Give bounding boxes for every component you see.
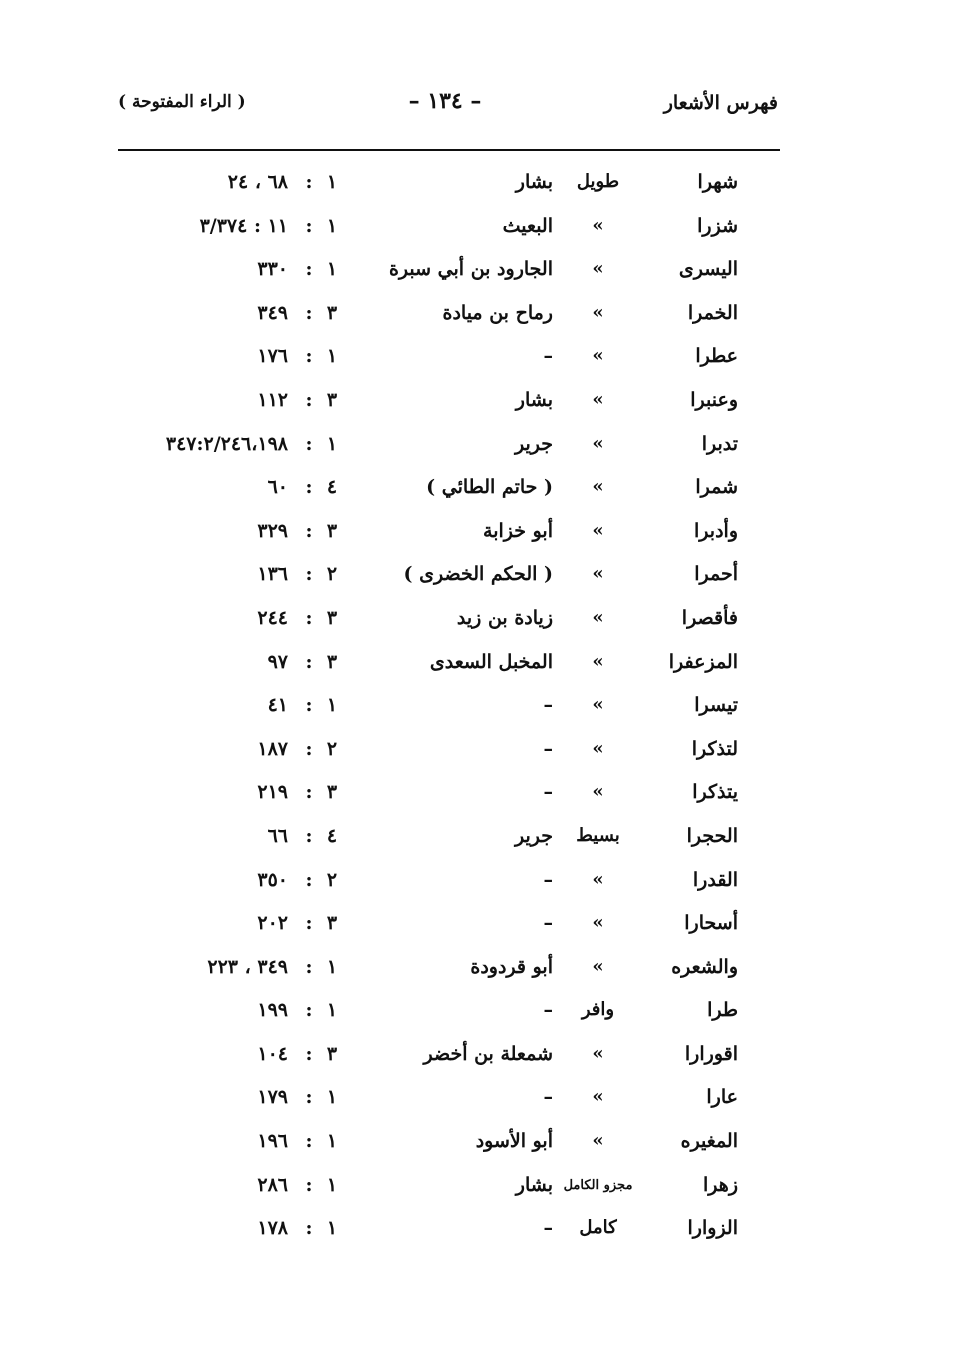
separator-colon: :: [305, 563, 313, 586]
table-row: [0, 645, 955, 689]
rhyme-word: طرا: [707, 999, 738, 1022]
poet-name: –: [543, 1217, 553, 1240]
table-row: [0, 819, 955, 863]
separator-colon: :: [305, 912, 313, 935]
meter-name: »: [592, 432, 604, 454]
rhyme-word: الزوارا: [687, 1217, 738, 1240]
page-references: ١٧٩: [257, 1086, 288, 1109]
rhyme-word: زهرا: [703, 1173, 738, 1196]
page-references: ١١٢: [257, 388, 288, 411]
meter-name: »: [592, 781, 604, 803]
rhyme-word: وعنبرا: [690, 388, 738, 411]
poet-name: الجارود بن أبي سبرة: [388, 258, 553, 281]
poet-name: جرير: [515, 432, 553, 455]
rhyme-word: أحمرا: [694, 563, 738, 586]
page-references: ١٩٩: [257, 999, 288, 1022]
volume-number: ١: [326, 955, 338, 978]
separator-colon: :: [305, 999, 313, 1022]
table-row: [0, 296, 955, 340]
poet-name: –: [543, 868, 553, 891]
table-row: [0, 688, 955, 732]
meter-name: »: [592, 301, 604, 323]
table-row: [0, 775, 955, 819]
rhyme-word: الخمرا: [687, 301, 738, 324]
table-row: [0, 863, 955, 907]
separator-colon: :: [305, 171, 313, 193]
separator-colon: :: [305, 214, 313, 237]
meter-name: وافر: [581, 999, 615, 1021]
meter-name: »: [592, 519, 604, 541]
page-references: ٣٤٧:٢/٢٤٦،١٩٨: [165, 432, 288, 455]
poet-name: –: [543, 912, 553, 935]
separator-colon: :: [305, 345, 313, 368]
table-row: [0, 732, 955, 776]
rhyme-word: عطرا: [695, 345, 738, 368]
separator-colon: :: [305, 694, 313, 717]
poet-name: –: [543, 737, 553, 760]
page-references: ٦٦: [267, 824, 288, 847]
volume-number: ٣: [326, 781, 338, 804]
rhyme-word: المزعفرا: [668, 650, 738, 673]
meter-name: »: [592, 737, 604, 759]
poet-name: أبو الأسود: [475, 1130, 553, 1153]
table-row: [0, 339, 955, 383]
meter-name: »: [592, 345, 604, 367]
meter-name: »: [592, 912, 604, 934]
meter-name: »: [592, 388, 604, 410]
rhyme-word: فأقصرا: [681, 606, 738, 629]
separator-colon: :: [305, 388, 313, 411]
poet-name: –: [543, 781, 553, 804]
page-references: ٢٤٤: [257, 606, 288, 629]
poet-name: زيادة بن زيد: [456, 606, 553, 629]
meter-name: »: [592, 214, 604, 236]
volume-number: ١: [326, 171, 338, 193]
page-number: – ١٣٤ –: [408, 88, 482, 114]
poet-name: رماح بن ميادة: [442, 301, 553, 324]
rhyme-word: والشعره: [671, 955, 738, 978]
volume-number: ١: [326, 258, 338, 281]
rhyme-word: شزرا: [697, 214, 738, 237]
volume-number: ١: [326, 1217, 338, 1240]
rhyme-word: المغيره: [680, 1130, 738, 1153]
page-references: ٢١٩: [257, 781, 288, 804]
rhyme-word: شمرا: [695, 476, 738, 499]
poet-name: أبو خزابة: [483, 519, 553, 542]
verse-index-table: [0, 165, 955, 1255]
poet-name: أبو قردودة: [470, 955, 553, 978]
meter-name: كامل: [579, 1217, 617, 1239]
page-references: ٣٢٩: [257, 519, 288, 542]
table-row: [0, 1037, 955, 1081]
table-row: [0, 950, 955, 994]
separator-colon: :: [305, 1130, 313, 1153]
rhyme-word: وأدبرا: [694, 519, 738, 542]
rhyme-word: تيسرا: [694, 694, 738, 717]
separator-colon: :: [305, 301, 313, 324]
table-row: [0, 514, 955, 558]
page-references: ٣٣٠: [257, 258, 288, 281]
poet-name: ( الحكم الخضرى ): [403, 563, 553, 586]
page-references: ٦٨ ، ٢٤: [227, 171, 288, 193]
table-row: [0, 252, 955, 296]
meter-name: »: [592, 476, 604, 498]
index-title: فهرس الأشعار: [663, 92, 778, 114]
table-row: [0, 165, 955, 209]
table-row: [0, 209, 955, 253]
meter-name: »: [592, 694, 604, 716]
separator-colon: :: [305, 1173, 313, 1196]
page-references: ٤١: [267, 694, 288, 717]
page-references: ١١ : ٣/٣٧٤: [199, 214, 288, 237]
page-references: ٦٠: [267, 476, 288, 499]
poet-name: شمعلة بن أخضر: [423, 1042, 553, 1065]
separator-colon: :: [305, 868, 313, 891]
meter-name: »: [592, 563, 604, 585]
poet-name: جرير: [515, 824, 553, 847]
rhyme-word: أسحارا: [684, 912, 738, 935]
separator-colon: :: [305, 606, 313, 629]
page-header: [100, 78, 790, 128]
separator-colon: :: [305, 737, 313, 760]
meter-name: »: [592, 258, 604, 280]
volume-number: ٢: [326, 737, 338, 760]
section-title: ( الراء المفتوحة ): [118, 92, 246, 112]
volume-number: ١: [326, 345, 338, 368]
meter-name: »: [592, 650, 604, 672]
volume-number: ٣: [326, 912, 338, 935]
rhyme-word: عارا: [706, 1086, 738, 1109]
separator-colon: :: [305, 781, 313, 804]
table-row: [0, 427, 955, 471]
meter-name: »: [592, 606, 604, 628]
separator-colon: :: [305, 476, 313, 499]
separator-colon: :: [305, 955, 313, 978]
volume-number: ٣: [326, 519, 338, 542]
separator-colon: :: [305, 519, 313, 542]
separator-colon: :: [305, 1217, 313, 1240]
meter-name: »: [592, 955, 604, 977]
table-row: [0, 1124, 955, 1168]
table-row: [0, 601, 955, 645]
rhyme-word: شهرا: [697, 171, 738, 193]
poet-name: المخبل السعدى: [429, 650, 553, 673]
page-references: ١٧٦: [257, 345, 288, 368]
table-row: [0, 1080, 955, 1124]
volume-number: ١: [326, 1086, 338, 1109]
volume-number: ٤: [326, 824, 338, 847]
volume-number: ١: [326, 694, 338, 717]
volume-number: ١: [326, 1173, 338, 1196]
volume-number: ١: [326, 214, 338, 237]
page-references: ٣٤٩ ، ٢٢٣: [207, 955, 288, 978]
page-references: ١٣٦: [257, 563, 288, 586]
meter-name: »: [592, 868, 604, 890]
page-references: ١٧٨: [257, 1217, 288, 1240]
poet-name: البعيث: [502, 214, 553, 237]
poet-name: ( حاتم الطائي ): [426, 476, 553, 499]
table-row: [0, 993, 955, 1037]
volume-number: ٣: [326, 1042, 338, 1065]
page-references: ٢٠٢: [257, 912, 288, 935]
volume-number: ٢: [326, 868, 338, 891]
rhyme-word: اقورارا: [684, 1042, 738, 1065]
page-references: ٢٨٦: [257, 1173, 288, 1196]
rhyme-word: الحجرا: [686, 824, 738, 847]
meter-name: طويل: [576, 171, 620, 192]
page-references: ١٩٦: [257, 1130, 288, 1153]
table-row: [0, 906, 955, 950]
poet-name: –: [543, 694, 553, 717]
volume-number: ٤: [326, 476, 338, 499]
rhyme-word: يتذكرا: [692, 781, 738, 804]
separator-colon: :: [305, 432, 313, 455]
separator-colon: :: [305, 824, 313, 847]
volume-number: ١: [326, 432, 338, 455]
meter-name: مجزو الكامل: [563, 1177, 633, 1193]
table-row: [0, 1211, 955, 1255]
rhyme-word: تدبرا: [701, 432, 738, 455]
separator-colon: :: [305, 1042, 313, 1065]
poet-name: –: [543, 999, 553, 1022]
meter-name: بسيط: [576, 824, 620, 846]
volume-number: ١: [326, 1130, 338, 1153]
page-references: ١٠٤: [257, 1042, 288, 1065]
page-references: ١٨٧: [257, 737, 288, 760]
volume-number: ٣: [326, 301, 338, 324]
volume-number: ٣: [326, 650, 338, 673]
rhyme-word: اليسرى: [678, 258, 738, 281]
volume-number: ٣: [326, 388, 338, 411]
poet-name: بشار: [515, 171, 553, 193]
page-references: ٩٧: [267, 650, 288, 673]
table-row: [0, 383, 955, 427]
meter-name: »: [592, 1042, 604, 1064]
poet-name: –: [543, 345, 553, 368]
table-row: [0, 470, 955, 514]
volume-number: ٢: [326, 563, 338, 586]
header-divider: [118, 149, 780, 151]
poet-name: بشار: [515, 1173, 553, 1196]
separator-colon: :: [305, 258, 313, 281]
rhyme-word: القدرا: [692, 868, 738, 891]
page-references: ٣٥٠: [257, 868, 288, 891]
poet-name: بشار: [515, 388, 553, 411]
table-row: [0, 1168, 955, 1212]
separator-colon: :: [305, 650, 313, 673]
separator-colon: :: [305, 1086, 313, 1109]
volume-number: ٣: [326, 606, 338, 629]
page-references: ٣٤٩: [257, 301, 288, 324]
meter-name: »: [592, 1086, 604, 1108]
volume-number: ١: [326, 999, 338, 1022]
table-row: [0, 557, 955, 601]
meter-name: »: [592, 1130, 604, 1152]
rhyme-word: لتذكرا: [691, 737, 738, 760]
poet-name: –: [543, 1086, 553, 1109]
